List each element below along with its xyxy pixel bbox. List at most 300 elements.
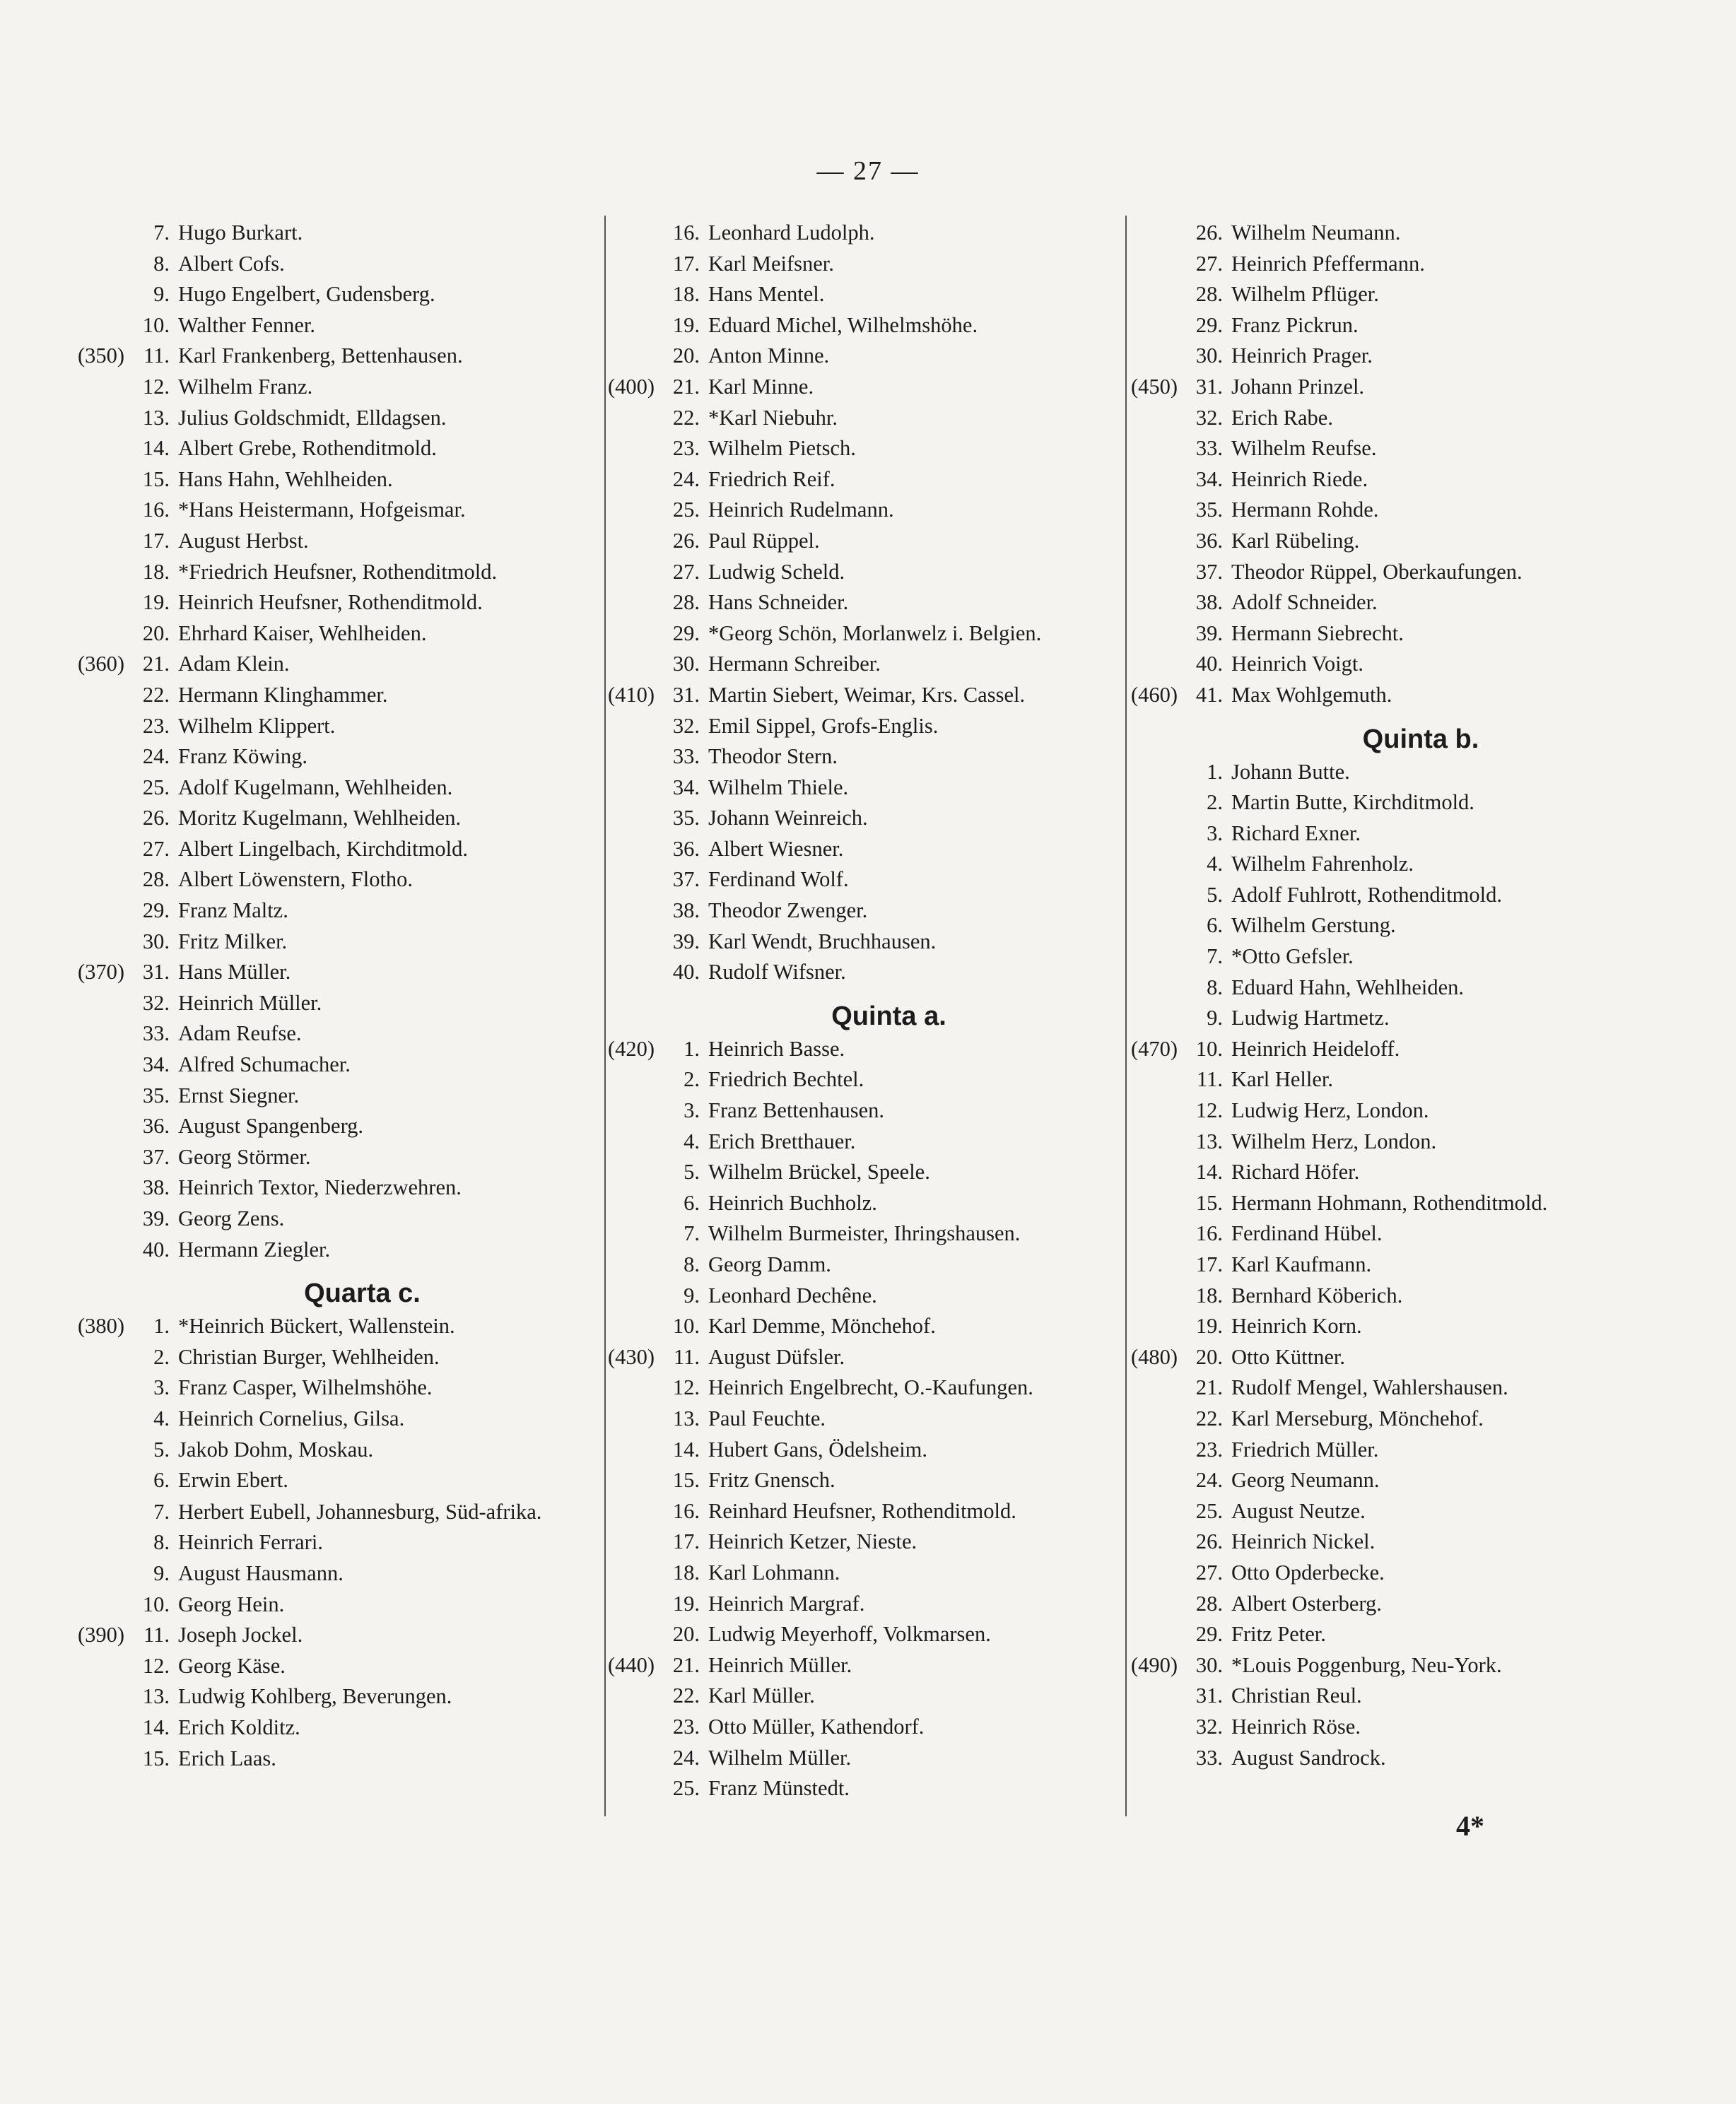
- entry-number: 9.: [153, 1561, 170, 1585]
- student-name: Herbert Eubell, Johannesburg, Süd-afrika.: [178, 1499, 542, 1524]
- entry-number: 33.: [1195, 436, 1223, 461]
- student-name: Franz Münstedt.: [708, 1776, 850, 1801]
- student-name: Albert Osterberg.: [1231, 1591, 1382, 1616]
- student-name: Heinrich Margraf.: [708, 1591, 865, 1616]
- entry-number: 10.: [142, 312, 170, 337]
- student-name: Hans Mentel.: [708, 282, 825, 307]
- entry-number: 13.: [1195, 1129, 1223, 1153]
- student-name: Ferdinand Hübel.: [1231, 1221, 1383, 1246]
- entry-number: 19.: [1195, 1314, 1223, 1339]
- student-name: Johann Weinreich.: [708, 806, 868, 830]
- student-name: Heinrich Heufsner, Rothenditmold.: [178, 590, 483, 615]
- student-name: Karl Kaufmann.: [1231, 1252, 1372, 1276]
- entry-number: 22.: [142, 682, 170, 707]
- student-name: Adolf Schneider.: [1231, 590, 1378, 615]
- list-item: [1131, 1157, 1668, 1188]
- student-name: Hermann Hohmann, Rothenditmold.: [1231, 1190, 1548, 1215]
- entry-number: 16.: [672, 1498, 700, 1523]
- student-name: August Herbst.: [178, 528, 309, 553]
- student-name: Wilhelm Brückel, Speele.: [708, 1160, 930, 1185]
- entry-number: 7.: [153, 221, 170, 245]
- entry-number: 11.: [143, 343, 170, 368]
- list-item: [1131, 310, 1668, 341]
- student-name: Heinrich Buchholz.: [708, 1190, 877, 1215]
- entry-number: 28.: [672, 590, 700, 615]
- running-count: (370): [78, 960, 125, 985]
- list-item: [608, 372, 1127, 403]
- list-item: [1131, 1435, 1668, 1466]
- list-item: [78, 1435, 604, 1466]
- list-item: [78, 1589, 604, 1621]
- entry-number: 20.: [672, 1622, 700, 1647]
- running-count: (430): [608, 1344, 655, 1369]
- list-item: [78, 1404, 604, 1435]
- entry-number: 22.: [1195, 1406, 1223, 1430]
- list-item: [78, 1527, 604, 1558]
- list-item: [78, 834, 604, 865]
- list-item: [1131, 910, 1668, 941]
- student-name: Heinrich Ketzer, Nieste.: [708, 1529, 917, 1554]
- list-item: [78, 1111, 604, 1142]
- list-item: [608, 1188, 1127, 1219]
- student-name: Wilhelm Fahrenholz.: [1231, 852, 1414, 876]
- list-item: [608, 1064, 1127, 1095]
- column-rule: [604, 216, 606, 1816]
- list-item: [78, 1173, 604, 1204]
- list-item: [78, 372, 604, 403]
- list-item: [1131, 1373, 1668, 1404]
- student-name: Eduard Michel, Wilhelmshöhe.: [708, 312, 978, 337]
- entry-number: 20.: [672, 343, 700, 368]
- entry-number: 21.: [1195, 1375, 1223, 1400]
- entry-number: 15.: [1195, 1190, 1223, 1215]
- list-item: [608, 1311, 1127, 1342]
- entry-number: 1.: [684, 1036, 700, 1061]
- student-name: Anton Minne.: [708, 343, 830, 368]
- student-name: Otto Küttner.: [1231, 1344, 1345, 1369]
- entry-number: 35.: [142, 1083, 170, 1107]
- student-name: Georg Störmer.: [178, 1144, 311, 1169]
- list-item: [608, 1218, 1127, 1250]
- student-name: Adolf Kugelmann, Wehlheiden.: [178, 775, 453, 799]
- list-item: [608, 1743, 1127, 1774]
- student-name: Franz Bettenhausen.: [708, 1098, 885, 1123]
- list-item: [1131, 495, 1668, 526]
- student-name: Karl Merseburg, Mönchehof.: [1231, 1406, 1484, 1430]
- student-name: Walther Fenner.: [178, 312, 316, 337]
- list-item: [1131, 1342, 1668, 1373]
- list-item: [608, 1558, 1127, 1589]
- entry-number: 34.: [1195, 466, 1223, 491]
- entry-number: 29.: [142, 898, 170, 923]
- student-name: Wilhelm Pflüger.: [1231, 282, 1379, 307]
- list-item: [78, 772, 604, 804]
- list-item: [78, 279, 604, 310]
- list-item: [78, 1081, 604, 1112]
- student-name: Adolf Fuhlrott, Rothenditmold.: [1231, 882, 1502, 907]
- student-name: Otto Opderbecke.: [1231, 1560, 1385, 1585]
- entry-number: 22.: [672, 1683, 700, 1708]
- entry-number: 32.: [672, 713, 700, 738]
- list-item: [1131, 818, 1668, 850]
- entry-number: 25.: [672, 1776, 700, 1801]
- student-name: Wilhelm Pietsch.: [708, 436, 856, 461]
- list-item: [608, 310, 1127, 341]
- list-item: [608, 1650, 1127, 1681]
- entry-number: 18.: [1195, 1283, 1223, 1307]
- entry-number: 25.: [672, 498, 700, 522]
- student-name: August Sandrock.: [1231, 1745, 1386, 1770]
- running-count: (460): [1131, 682, 1178, 707]
- list-item: [78, 988, 604, 1019]
- entry-number: 41.: [1195, 682, 1223, 707]
- entry-number: 25.: [142, 775, 170, 799]
- entry-number: 17.: [672, 1529, 700, 1554]
- student-name: Franz Maltz.: [178, 898, 288, 923]
- list-item: [608, 1496, 1127, 1527]
- student-name: *Friedrich Heufsner, Rothenditmold.: [178, 559, 498, 584]
- student-name: Heinrich Nickel.: [1231, 1529, 1376, 1554]
- entry-number: 36.: [142, 1114, 170, 1139]
- entry-number: 10.: [672, 1314, 700, 1339]
- list-item: [1131, 433, 1668, 464]
- list-item: [78, 557, 604, 588]
- list-item: [1131, 1404, 1668, 1435]
- student-name: Karl Heller.: [1231, 1067, 1333, 1092]
- entry-number: 38.: [672, 898, 700, 923]
- list-item: [1131, 1281, 1668, 1312]
- list-item: [78, 1311, 604, 1342]
- entry-number: 21.: [672, 374, 700, 399]
- list-item: [1131, 941, 1668, 972]
- running-count: (490): [1131, 1652, 1178, 1677]
- list-item: [608, 464, 1127, 495]
- entry-number: 24.: [672, 466, 700, 491]
- list-item: [78, 587, 604, 618]
- list-item: [608, 895, 1127, 927]
- list-item: [78, 1681, 604, 1712]
- entry-number: 26.: [672, 528, 700, 553]
- entry-number: 38.: [142, 1175, 170, 1200]
- student-name: Karl Müller.: [708, 1683, 815, 1708]
- list-item: [608, 1034, 1127, 1065]
- entry-number: 23.: [672, 1714, 700, 1739]
- list-item: [608, 957, 1127, 988]
- list-item: [1131, 1589, 1668, 1620]
- student-name: Martin Siebert, Weimar, Krs. Cassel.: [708, 682, 1026, 707]
- entry-number: 8.: [684, 1252, 700, 1276]
- student-name: Julius Goldschmidt, Elldagsen.: [178, 405, 447, 430]
- student-name: Wilhelm Klippert.: [178, 713, 336, 738]
- list-item: [78, 1204, 604, 1235]
- list-item: [608, 1281, 1127, 1312]
- entry-number: 11.: [674, 1344, 700, 1369]
- list-item: [608, 1435, 1127, 1466]
- student-name: Jakob Dohm, Moskau.: [178, 1437, 374, 1462]
- student-name: Reinhard Heufsner, Rothenditmold.: [708, 1498, 1016, 1523]
- section-heading: Quinta b.: [1362, 724, 1479, 754]
- student-name: Georg Käse.: [178, 1653, 286, 1678]
- list-item: [78, 526, 604, 557]
- entry-number: 16.: [1195, 1221, 1223, 1246]
- entry-number: 1.: [1207, 759, 1223, 784]
- entry-number: 18.: [142, 559, 170, 584]
- student-name: Theodor Rüppel, Oberkaufungen.: [1231, 559, 1523, 584]
- list-item: [1131, 1250, 1668, 1281]
- student-name: Erich Kolditz.: [178, 1715, 300, 1739]
- entry-number: 13.: [672, 1406, 700, 1430]
- list-item: [1131, 1311, 1668, 1342]
- list-item: [78, 803, 604, 834]
- entry-number: 35.: [1195, 498, 1223, 522]
- student-name: *Georg Schön, Morlanwelz i. Belgien.: [708, 621, 1042, 645]
- entry-number: 17.: [1195, 1252, 1223, 1276]
- list-item: [608, 403, 1127, 434]
- entry-number: 34.: [672, 775, 700, 799]
- student-name: Hermann Klinghammer.: [178, 682, 388, 707]
- entry-number: 40.: [672, 960, 700, 985]
- list-item: [1131, 680, 1668, 711]
- student-name: Adam Reufse.: [178, 1021, 302, 1046]
- list-item: [78, 1712, 604, 1744]
- list-item: [608, 1712, 1127, 1743]
- entry-number: 37.: [1195, 559, 1223, 584]
- student-name: Eduard Hahn, Wehlheiden.: [1231, 975, 1464, 999]
- student-name: Friedrich Reif.: [708, 466, 835, 491]
- list-item: [608, 587, 1127, 618]
- student-name: Emil Sippel, Grofs-Englis.: [708, 713, 939, 738]
- list-item: [78, 927, 604, 958]
- entry-number: 27.: [672, 559, 700, 584]
- list-item: [608, 1404, 1127, 1435]
- student-name: Richard Höfer.: [1231, 1160, 1360, 1185]
- list-item: [78, 1342, 604, 1373]
- student-name: Heinrich Cornelius, Gilsa.: [178, 1406, 405, 1430]
- entry-number: 23.: [142, 713, 170, 738]
- student-name: Leonhard Dechêne.: [708, 1283, 877, 1307]
- running-count: (380): [78, 1314, 125, 1339]
- entry-number: 9.: [1207, 1006, 1223, 1030]
- entry-number: 5.: [153, 1437, 170, 1462]
- list-item: [1131, 1188, 1668, 1219]
- list-item: [608, 1619, 1127, 1650]
- entry-number: 29.: [672, 621, 700, 645]
- entry-number: 19.: [672, 312, 700, 337]
- student-name: Heinrich Rudelmann.: [708, 498, 894, 522]
- list-item: [78, 649, 604, 680]
- list-item: [78, 1050, 604, 1081]
- student-name: Wilhelm Neumann.: [1231, 221, 1401, 245]
- entry-number: 6.: [1207, 913, 1223, 938]
- list-item: [608, 1465, 1127, 1496]
- entry-number: 31.: [142, 960, 170, 985]
- list-item: [608, 1773, 1127, 1804]
- entry-number: 27.: [142, 836, 170, 861]
- entry-number: 30.: [142, 929, 170, 953]
- entry-number: 32.: [142, 990, 170, 1015]
- entry-number: 5.: [1207, 882, 1223, 907]
- list-item: [1131, 972, 1668, 1004]
- entry-number: 32.: [1195, 405, 1223, 430]
- student-name: Wilhelm Herz, London.: [1231, 1129, 1437, 1153]
- student-name: Fritz Milker.: [178, 929, 288, 953]
- entry-number: 36.: [672, 836, 700, 861]
- entry-number: 39.: [672, 929, 700, 953]
- entry-number: 8.: [153, 1530, 170, 1555]
- student-name: Albert Cofs.: [178, 251, 285, 276]
- entry-number: 33.: [142, 1021, 170, 1046]
- entry-number: 31.: [1195, 374, 1223, 399]
- student-name: Ehrhard Kaiser, Wehlheiden.: [178, 621, 427, 645]
- student-name: Friedrich Müller.: [1231, 1437, 1379, 1462]
- list-item: [78, 464, 604, 495]
- list-item: [78, 1651, 604, 1682]
- list-item: [78, 864, 604, 895]
- entry-number: 31.: [672, 682, 700, 707]
- entry-number: 18.: [672, 1560, 700, 1585]
- list-item: [608, 279, 1127, 310]
- list-item: [1131, 1034, 1668, 1065]
- entry-number: 32.: [1195, 1714, 1223, 1739]
- student-name: Heinrich Riede.: [1231, 466, 1368, 491]
- list-item: [1131, 1003, 1668, 1034]
- student-name: Erich Rabe.: [1231, 405, 1333, 430]
- list-item: [608, 1342, 1127, 1373]
- entry-number: 9.: [153, 282, 170, 307]
- entry-number: 2.: [153, 1344, 170, 1369]
- student-name: Ludwig Hartmetz.: [1231, 1006, 1390, 1030]
- entry-number: 24.: [672, 1745, 700, 1770]
- student-name: Karl Meifsner.: [708, 251, 834, 276]
- student-name: Bernhard Köberich.: [1231, 1283, 1403, 1307]
- student-name: Erwin Ebert.: [178, 1468, 288, 1493]
- student-name: Heinrich Engelbrecht, O.-Kaufungen.: [708, 1375, 1033, 1400]
- student-name: Christian Reul.: [1231, 1683, 1362, 1708]
- entry-number: 6.: [153, 1468, 170, 1493]
- list-item: [78, 1496, 604, 1528]
- list-item: [608, 711, 1127, 742]
- list-item: [608, 1373, 1127, 1404]
- entry-number: 39.: [142, 1206, 170, 1230]
- list-item: [1131, 1558, 1668, 1589]
- printer-signature: 4*: [1456, 1810, 1484, 1842]
- entry-number: 26.: [142, 806, 170, 830]
- list-item: [78, 1465, 604, 1496]
- list-item: [608, 495, 1127, 526]
- entry-number: 23.: [672, 436, 700, 461]
- entry-number: 29.: [1195, 312, 1223, 337]
- student-name: *Hans Heistermann, Hofgeismar.: [178, 498, 466, 522]
- student-name: Albert Grebe, Rothenditmold.: [178, 436, 437, 461]
- entry-number: 12.: [1195, 1098, 1223, 1123]
- list-item: [608, 341, 1127, 372]
- entry-number: 12.: [672, 1375, 700, 1400]
- entry-number: 40.: [142, 1237, 170, 1262]
- entry-number: 30.: [1195, 343, 1223, 368]
- entry-number: 28.: [1195, 282, 1223, 307]
- student-name: Max Wohlgemuth.: [1231, 682, 1392, 707]
- list-item: [608, 1250, 1127, 1281]
- entry-number: 39.: [1195, 621, 1223, 645]
- list-item: [1131, 464, 1668, 495]
- running-count: (390): [78, 1623, 125, 1647]
- student-name: Heinrich Textor, Niederzwehren.: [178, 1175, 462, 1200]
- entry-number: 28.: [142, 867, 170, 892]
- student-name: *Otto Gefsler.: [1231, 944, 1354, 969]
- student-name: Johann Butte.: [1231, 759, 1350, 784]
- entry-number: 21.: [672, 1652, 700, 1677]
- student-name: Erich Bretthauer.: [708, 1129, 856, 1153]
- student-name: Adam Klein.: [178, 652, 290, 676]
- student-name: Heinrich Müller.: [708, 1652, 852, 1677]
- list-item: [1131, 1527, 1668, 1558]
- list-item: [608, 249, 1127, 280]
- list-item: [1131, 849, 1668, 880]
- entry-number: 8.: [153, 251, 170, 276]
- student-name: Georg Hein.: [178, 1592, 285, 1616]
- list-item: [608, 649, 1127, 680]
- list-item: [1131, 1743, 1668, 1774]
- entry-number: 15.: [142, 1746, 170, 1770]
- entry-number: 31.: [1195, 1683, 1223, 1708]
- entry-number: 27.: [1195, 251, 1223, 276]
- entry-number: 26.: [1195, 1529, 1223, 1554]
- entry-number: 16.: [142, 498, 170, 522]
- entry-number: 14.: [142, 436, 170, 461]
- list-item: [78, 1620, 604, 1651]
- student-name: Heinrich Müller.: [178, 990, 322, 1015]
- student-name: August Neutze.: [1231, 1498, 1366, 1523]
- list-item: [608, 741, 1127, 772]
- student-name: Karl Minne.: [708, 374, 814, 399]
- student-name: Heinrich Röse.: [1231, 1714, 1361, 1739]
- entry-number: 5.: [684, 1160, 700, 1185]
- student-name: Hugo Burkart.: [178, 221, 303, 245]
- entry-number: 20.: [1195, 1344, 1223, 1369]
- list-item: [608, 618, 1127, 650]
- entry-number: 23.: [1195, 1437, 1223, 1462]
- list-item: [78, 1744, 604, 1775]
- student-name: Albert Lingelbach, Kirchditmold.: [178, 836, 468, 861]
- student-name: *Karl Niebuhr.: [708, 405, 838, 430]
- running-count: (450): [1131, 374, 1178, 399]
- list-item: [608, 1095, 1127, 1127]
- entry-number: 2.: [684, 1067, 700, 1092]
- list-item: [608, 526, 1127, 557]
- student-name: Ernst Siegner.: [178, 1083, 300, 1107]
- entry-number: 14.: [1195, 1160, 1223, 1185]
- list-item: [1131, 1681, 1668, 1712]
- list-item: [1131, 403, 1668, 434]
- list-item: [1131, 218, 1668, 249]
- student-name: Karl Demme, Mönchehof.: [708, 1314, 936, 1339]
- entry-number: 6.: [684, 1190, 700, 1215]
- student-name: Theodor Stern.: [708, 744, 838, 769]
- list-item: [1131, 1127, 1668, 1158]
- list-item: [608, 1127, 1127, 1158]
- entry-number: 7.: [153, 1499, 170, 1524]
- student-name: Joseph Jockel.: [178, 1623, 303, 1647]
- entry-number: 11.: [143, 1623, 170, 1647]
- student-name: Paul Feuchte.: [708, 1406, 826, 1430]
- page-number: — 27 —: [816, 156, 920, 186]
- list-item: [78, 495, 604, 526]
- list-item: [78, 1558, 604, 1589]
- entry-number: 33.: [1195, 1745, 1223, 1770]
- student-name: Wilhelm Müller.: [708, 1745, 852, 1770]
- list-item: [78, 1018, 604, 1050]
- entry-number: 38.: [1195, 590, 1223, 615]
